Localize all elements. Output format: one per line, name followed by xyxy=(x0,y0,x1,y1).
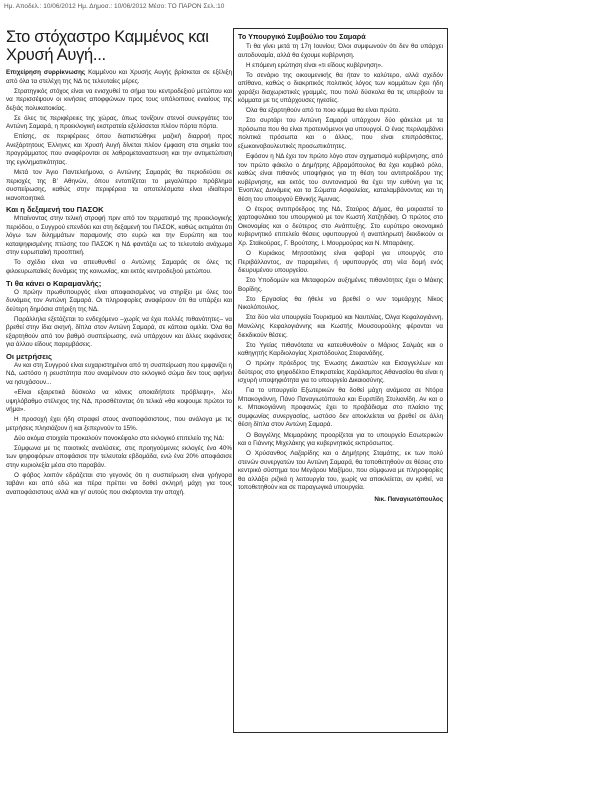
article-intro xyxy=(6,69,232,86)
paragraph: Επίσης, σε περιφέρειες όπου διαπιστώθηκε μαζική διαρροή προς Ανεξάρτητους Έλληνες και Χρυσή Αυγή δίνεται πλέον έμφαση στα σημεία του προγράμματος που αναφέρονται σε λαθρομεταναστευση και την αντιμετώπιση της εγκληματικότητας. xyxy=(6,133,232,166)
paragraph: Ο έτερος αντιπρόεδρος της ΝΔ, Σταύρος Δήμας, θα μοιραστεί το χαρτοφυλάκιο του υπουργικού με τον Κωστή Χατζηδάκη. Ο πρώτος στο Οικονομίας και ο δεύτερος στο Ανάπτυξης. Στο ευρύτερο οικονομικό κυβερνητικό επιτελείο θέσεις υφυπουργού ή αναπληρωτή διεκδικούν οι Χρ. Σταϊκούρας, Γ. Βρούτσης, Ι. Μουρμούρας και Ν. Μπαράκης. xyxy=(238,205,443,248)
paragraph: Δύο ακόμα στοιχεία προκαλούν πονοκέφαλο στο εκλογικό επιτελείο της ΝΔ: xyxy=(14,434,225,442)
paragraph: Μετά τον Άγιο Παντελεήμονα, ο Αντώνης Σαμαράς θα περιοδεύσει σε περιοχές της Β' Αθηνών, όπου εντοπίζεται το μεγαλύτερο πρόβλημα συσπείρωσης, καθώς στην περιφέρεια τα αποτελέσματα είναι ιδιαίτερα ικανοποιητικά. xyxy=(6,169,232,202)
subheading-pasok: Και η δεξαμενή του ΠΑΣΟΚ xyxy=(6,205,104,215)
paragraph: Το σχέδιο είναι να απευθυνθεί ο Αντώνης Σαμαράς σε όλες τις φιλοευρωπαϊκές δυνάμεις της κοινωνίας, και εκτός κεντροδεξιού μετώπου. xyxy=(6,259,232,275)
paragraph: Τι θα γίνει μετά τη 17η Ιουνίου; Όλοι συμφωνούν ότι δεν θα υπάρχει αυτοδυναμία, αλλά θα έχουμε κυβέρνηση. xyxy=(238,43,443,59)
paragraph: Στο Υγείας πιθανότατα να κατευθυνθούν ο Μάριος Σαλμάς και ο καθηγητής Καρδιολογίας Χριστόδουλος Στεφανάδης. xyxy=(238,341,443,358)
paragraph: Στα δύο νέα υπουργεία Τουρισμού και Ναυτιλίας, Όλγα Κεφαλογιάννη, Μανώλης Κεφαλογιάννης και Κωστής Μουσουρούλης φέρονται να διεκδικούν θέσεις. xyxy=(238,314,443,339)
main-article xyxy=(6,28,232,758)
paragraph: Το σενάριο της οικουμενικής θα ήταν το καλύτερο, αλλά σχεδόν απίθανο, καθώς ο διακριτικός πολιτικός λόγος των κομμάτων έχει ήδη χαράξει διαχωριστικές γραμμές, που πολύ δύσκολα θα τις υπερβούν τα κόμματα με τις υπάρχουσες ηγεσίες. xyxy=(238,71,443,105)
paragraph: «Είναι εξαιρετικά δύσκολο να κάνεις οποιαδήποτε πρόβλεψη», λέει υψηλόβαθμο στέλεχος της ΝΔ, προσθέτοντας ότι τελικά «θα κοψουμε πρώτοι το νήμα». xyxy=(6,389,232,414)
paragraph: Αν και στη Συγγρού είναι ευχαριστημένοι από τη συσπείρωση που εμφανίζει η ΝΔ, ωστόσο η ρευστότητα που αναμένουν στο εκλογικό σώμα δεν τους αφήνει να ησυχάσουν... xyxy=(6,361,232,386)
article-title: Στο στόχαστρο Καμμένος και Χρυσή Αυγή... xyxy=(6,28,209,64)
paragraph: Η επόμενη ερώτηση είναι «τι είδους κυβέρνηση». xyxy=(246,61,383,69)
paragraph: Στρατηγικός στόχος είναι να ενισχυθεί το σήμα του κεντροδεξιού μετώπου και να περισσέψουν οι κινήσεις αποφφώνων προς τους υπόλοιπους ενιαίους της δεξιάς πολυκατοικίας. xyxy=(6,87,232,112)
paragraph: Στο Υποδομών και Μεταφορών αυξημένες πιθανότητες έχει ο Μάκης Βορίδης. xyxy=(238,277,443,293)
intro-text: Καμμένου και Χρυσής Αυγής βρίσκεται σε εξέλιξη από όλα τα στελέχη της ΝΔ τις τελευταίες μέρες. xyxy=(6,69,232,85)
paragraph: Ο πρώην πρωθυπουργός είναι αποφασισμένος να στηρίξει με όλες του δυνάμεις τον Αντώνη Σαμαρά. Οι πληροφορίες αναφέρουν ότι θα υπάρξει και δεύτερη δημόσια στήριξη της ΝΔ. xyxy=(6,288,232,313)
paragraph: Ο φόβος λοιπόν εδράζεται στο γεγονός ότι η συσπείρωση είναι γρήγορα ταβάνι και από εδώ και πέρα πρέπει να δοθεί σκληρή μάχη για τους αναποφάσιστους αλλά και γι' αυτούς που σκέφτονται την αποχή. xyxy=(6,471,232,497)
paragraph: Όλα θα εξαρτηθούν από το ποιο κόμμα θα είναι πρώτο. xyxy=(246,107,401,115)
box-heading: Το Υπουργικό Συμβούλιο του Σαμαρά xyxy=(238,32,366,41)
paragraph: Σύμφωνα με τις ποιοτικές αναλύσεις, στις προηγούμενες εκλογές ένα 40% των ψηφοφόρων αποφάσισε την τελευταία εβδομάδα, ενώ ένα 20% αποφάσισε στην κυριολεξία μέσα στο παραβάν. xyxy=(6,444,232,469)
subheading-karamanlis: Τι θα κάνει ο Καραμανλής; xyxy=(6,278,102,288)
sidebar-box xyxy=(233,28,448,733)
author-signature: Νικ. Παναγιωτόπουλος xyxy=(374,495,443,503)
paragraph: Ο Χρύσανθος Λαζαρίδης και ο Δημήτρης Σταμάτης, εκ των πολύ στενών συνεργατών του Αντώνη Σαμαρά, θα τοποθετηθούν σε θέσεις στο κεντρικό σύστημα του Μεγάρου Μαξίμου, που σύμφωνα με πληροφορίες θα αλλάξει ριζικά η λειτουργία του, χωρίς να αποκλείεται, αν κριθεί, να τοποθετηθούν και σε παραγωγικά υπουργεία. xyxy=(238,450,443,492)
paragraph: Ο Βαγγέλης Μειμαράκης προορίζεται για το υπουργείο Εσωτερικών και ο Γιάννης Μιχελάκης για κυβερνητικός εκπρόσωπος. xyxy=(238,431,443,448)
paragraph: Ο Κυριάκος Μητσοτάκης είναι φαβορί για υπουργός στο Περιβάλλοντος, αν παραμείνει, ή υφυπουργός στη νέα δομή ενός διευρυμένου υπουργείου. xyxy=(238,250,443,275)
paragraph: Μπαίνοντας στην τελική στροφή πριν από τον τερματισμό της προεκλογικής περιόδου, ο Συγγρού επενδύει και στη δεξαμενή του ΠΑΣΟΚ, καθώς εκτιμάται ότι λόγω των διλημμάτων παραμονής στο ευρώ και την Ευρώπη και του καταψηφισμένης πτώσης του ΠΑΣΟΚ η ΝΔ φαντάζει ως το τελευταίο ανάχωμα στην ευρωπαϊκή προοπτική. xyxy=(6,215,232,257)
paragraph: Παράλληλα εξετάζεται το ενδεχόμενο –χωρίς να έχει πολλές πιθανότητες– να βρεθεί στην ίδια σκηνή, δίπλα στον Αντώνη Σαμαρά, σε κάποια ομιλία. Όλα θα εξαρτηθούν από τον βαθμό συσπείρωσης, ενώ υπάρχουν και άλλες εκφάνσεις για άλλου είδους παρεμβάσεις. xyxy=(6,315,232,349)
paragraph: Στο συρτάρι του Αντώνη Σαμαρά υπάρχουν δύο φάκελοι με τα πρόσωπα που θα είναι προτεινόμενοι για υπουργοί. Ο ένας περιλαμβάνει πολιτικά πρόσωπα και ο άλλος, που είναι επιπρόσθετος, εξωκοινοβουλευτικές προσωπικότητες. xyxy=(238,117,443,151)
intro-lead: Επιχείρηση συρρίκνωσης xyxy=(6,69,86,76)
paragraph: Για το υπουργείο Εξωτερικών θα δοθεί μάχη ανάμεσα σε Ντόρα Μπακογιάννη, Πάνο Παναγιωτόπουλο και Ευριπίδη Στυλιανίδη. Αν και ο κ. Μπακογιάννη προφανώς έχει το προβάδισμα στο πλαίσιο της συμφωνίας συνεργασίας, ωστόσο δεν αποκλείεται να βρεθεί σε άλλη θέση δίπλα στον Αντώνη Σαμαρά. xyxy=(238,387,443,429)
clipping-header: Ημ. Αποδελ.: 10/06/2012 Ημ. Δημοσ.: 10/06/2012 Μέσο: ΤΟ ΠΑΡΟΝ Σελ.:10 xyxy=(4,3,225,10)
paragraph: Ο πρώην πρόεδρος της Ένωσης Δικαστών και Εισαγγελέων και δεύτερος στο ψηφοδέλτιο Επικρατείας Χαράλαμπος Αθανασίου θα είναι η ισχυρή υποψηφιότητα για το υπουργείο Δικαιοσύνης. xyxy=(238,360,443,385)
paragraph: Σε όλες τις περιφέρειες της χώρας, όπως τονίζουν στενοί συνεργάτες του Αντώνη Σαμαρά, η προεκλογική εκστρατεία εξελίσσεται πλέον πόρτα πόρτα. xyxy=(6,114,232,131)
subheading-polls: Οι μετρήσεις xyxy=(6,351,52,361)
paragraph: Εφόσον η ΝΔ έχει τον πρώτο λόγο στον σχηματισμό κυβέρνησης, από τον πρώτο φάκελο ο Δημήτρης Αβραμόπουλος θα έχει κομβικό ρόλο, καθώς είναι πιθανός υποψήφιος για τη θέση του αντιπροέδρου της κυβέρνησης, και εκτός του συντονισμού θα έχει την ευθύνη για τις Ένοπλες Δυνάμεις και τα Σώματα Ασφαλείας, καταλαμβάνοντας και τη θέση του υπουργού Εθνικής Άμυνας. xyxy=(238,153,443,203)
paragraph: Η προσοχή έχει ήδη στραφεί στους αναποφάσιστους, που ανάλογα με τις μετρήσεις πλησιάζουν ή και ξεπερνούν το 15%. xyxy=(6,416,232,432)
paragraph: Στο Εργασίας θα ήθελε να βρεθεί ο νυν τομεάρχης Νίκος Νικολόπουλος. xyxy=(238,295,443,312)
